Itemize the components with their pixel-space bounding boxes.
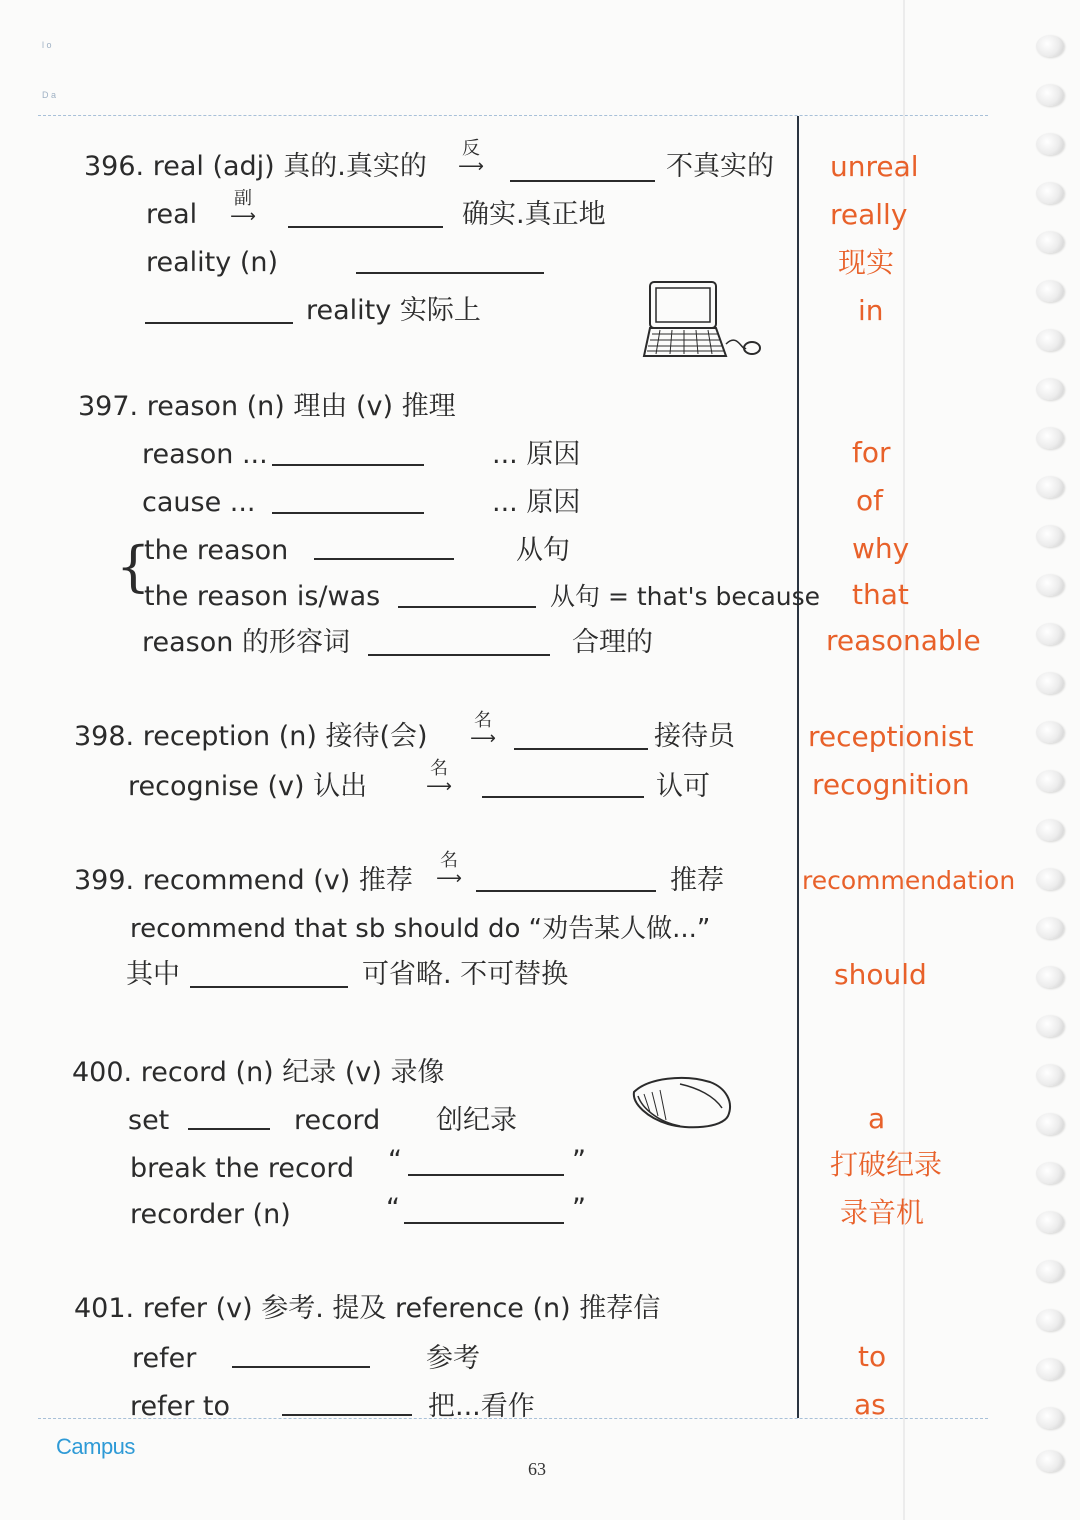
fill-blank[interactable] [514, 748, 648, 750]
right-arrow-glyph: ⟶ [230, 206, 256, 227]
entry-397-line6-tail: 合理的 [572, 627, 653, 658]
entry-401-line2-head: refer [132, 1343, 197, 1374]
entry-398-line1-tail: 接待员 [654, 721, 735, 752]
entry-396-line2-tail: 确实.真正地 [462, 199, 606, 230]
entry-401-line1: 401. refer (v) 参考. 提及 reference (n) 推荐信 [74, 1293, 661, 1324]
answer-398-1: receptionist [808, 720, 974, 753]
ring-icon [1036, 1211, 1064, 1233]
entry-396-line1-tail: 不真实的 [666, 151, 774, 182]
entry-399-line2: recommend that sb should do “劝告某人做...” [130, 914, 711, 944]
ring-icon [1036, 231, 1064, 253]
ring-icon [1036, 525, 1064, 547]
ring-icon [1036, 819, 1064, 841]
answer-396-3: 现实 [838, 246, 895, 279]
fill-blank[interactable] [272, 512, 424, 514]
ring-icon [1036, 1162, 1064, 1184]
brace-icon: { [116, 535, 151, 598]
right-arrow-glyph: ⟶ [458, 156, 484, 177]
fill-blank[interactable] [482, 796, 644, 798]
ring-icon [1036, 1358, 1064, 1380]
entry-397-line5-tail: 从句 = that's because [550, 582, 821, 611]
entry-397-line1: 397. reason (n) 理由 (v) 推理 [78, 391, 456, 422]
close-quote: ” [572, 1193, 586, 1224]
ring-icon [1036, 770, 1064, 792]
ring-icon [1036, 721, 1064, 743]
entry-398-line1-head: 398. reception (n) 接待(会) [74, 721, 428, 752]
fill-blank[interactable] [404, 1222, 564, 1224]
ring-icon [1036, 1407, 1064, 1429]
answer-401-2: as [854, 1388, 886, 1421]
fill-blank[interactable] [408, 1174, 564, 1176]
answer-399-2: should [834, 958, 927, 991]
fill-blank[interactable] [368, 654, 550, 656]
ring-icon [1036, 1015, 1064, 1037]
answer-397-4: that [852, 578, 909, 611]
entry-397-line2-head: reason ... [142, 439, 268, 470]
entry-397-line3-head: cause ... [142, 487, 256, 518]
entry-401-line3-tail: 把...看作 [428, 1391, 535, 1422]
ring-icon [1036, 1450, 1064, 1472]
entry-396-line2-head: real [146, 199, 198, 230]
ring-icon [1036, 182, 1064, 204]
arrow-icon [458, 712, 508, 748]
entry-400-line2-mid: record [294, 1105, 381, 1136]
entry-400-line1: 400. record (n) 纪录 (v) 录像 [72, 1057, 445, 1088]
answer-397-2: of [856, 484, 883, 517]
fill-blank[interactable] [188, 1128, 270, 1130]
ring-icon [1036, 868, 1064, 890]
fill-blank[interactable] [288, 226, 443, 228]
entry-397-line4-tail: 从句 [516, 535, 570, 566]
fill-blank[interactable] [476, 890, 656, 892]
entry-396-line4-tail: reality 实际上 [306, 295, 481, 326]
open-quote: “ [388, 1145, 402, 1176]
ring-icon [1036, 329, 1064, 351]
arrow-label: 名 [474, 710, 492, 731]
close-quote: ” [572, 1145, 586, 1176]
right-arrow-glyph: ⟶ [436, 868, 462, 889]
answer-column-divider [797, 116, 799, 1418]
entry-396-line1-head: 396. real (adj) 真的.真实的 [84, 151, 427, 182]
entry-401-line3-head: refer to [130, 1391, 231, 1422]
entry-400-line2-tail: 创纪录 [436, 1105, 517, 1136]
ring-icon [1036, 84, 1064, 106]
fill-blank[interactable] [398, 606, 536, 608]
ring-icon [1036, 1113, 1064, 1135]
fill-blank[interactable] [356, 272, 544, 274]
entry-396-line3-head: reality (n) [146, 247, 278, 278]
ring-icon [1036, 1260, 1064, 1282]
fill-blank[interactable] [282, 1414, 412, 1416]
arrow-icon [446, 140, 496, 176]
entry-399-line1-head: 399. recommend (v) 推荐 [74, 865, 413, 896]
entry-400-line3-head: break the record [130, 1153, 355, 1184]
entry-397-line3-tail: ... 原因 [492, 487, 581, 518]
arrow-label: 反 [462, 138, 480, 159]
answer-396-1: unreal [830, 150, 919, 183]
ring-icon [1036, 35, 1064, 57]
fill-blank[interactable] [314, 558, 454, 560]
entry-398-line2-head: recognise (v) 认出 [128, 771, 368, 802]
top-rule [38, 115, 988, 116]
answer-399-1: recommendation [802, 866, 1016, 895]
header-mark-1: l o [42, 40, 52, 50]
entry-400-line2-head: set [128, 1105, 170, 1136]
answer-400-1: a [868, 1102, 886, 1135]
ring-icon [1036, 427, 1064, 449]
arrow-icon [414, 760, 464, 796]
answer-401-1: to [858, 1340, 887, 1373]
brand-logo: Campus [56, 1434, 135, 1459]
ring-icon [1036, 378, 1064, 400]
arrow-icon [218, 190, 268, 226]
ring-icon [1036, 1309, 1064, 1331]
entry-401-line2-tail: 参考 [426, 1343, 480, 1374]
entry-399-line1-tail: 推荐 [670, 865, 724, 896]
ring-icon [1036, 966, 1064, 988]
laptop-icon [642, 278, 764, 364]
entry-397-line4-head: the reason [144, 535, 289, 566]
fill-blank[interactable] [272, 464, 424, 466]
page-number: 63 [528, 1459, 546, 1479]
entry-400-line4-head: recorder (n) [130, 1199, 291, 1230]
ring-icon [1036, 672, 1064, 694]
book-icon [628, 1072, 738, 1134]
answer-398-2: recognition [812, 768, 970, 801]
ring-icon [1036, 133, 1064, 155]
arrow-icon [424, 852, 474, 888]
spiral-binding [1036, 30, 1072, 1480]
answer-400-2: 打破纪录 [830, 1148, 943, 1181]
header-mark-2: D a [42, 90, 57, 100]
arrow-label: 副 [234, 188, 252, 209]
fill-blank[interactable] [510, 180, 655, 182]
answer-397-1: for [852, 436, 891, 469]
answer-397-5: reasonable [826, 624, 981, 657]
answer-396-2: really [830, 198, 908, 231]
answer-400-3: 录音机 [840, 1196, 925, 1229]
ring-icon [1036, 1064, 1064, 1086]
answer-397-3: why [852, 532, 910, 565]
fill-blank[interactable] [190, 986, 348, 988]
right-arrow-glyph: ⟶ [470, 728, 496, 749]
arrow-label: 名 [430, 758, 448, 779]
entry-397-line2-tail: ... 原因 [492, 439, 581, 470]
ring-icon [1036, 623, 1064, 645]
entry-397-line5-head: the reason is/was [144, 581, 381, 612]
ring-icon [1036, 280, 1064, 302]
fill-blank[interactable] [145, 322, 293, 324]
entry-397-line6-head: reason 的形容词 [142, 627, 350, 658]
ring-icon [1036, 574, 1064, 596]
entry-399-line3-head: 其中 [126, 959, 180, 990]
entry-399-line3-tail: 可省略. 不可替换 [362, 959, 569, 990]
entry-398-line2-tail: 认可 [656, 771, 710, 802]
open-quote: “ [386, 1193, 400, 1224]
ring-icon [1036, 476, 1064, 498]
right-arrow-glyph: ⟶ [426, 776, 452, 797]
fill-blank[interactable] [232, 1366, 370, 1368]
answer-396-4: in [858, 294, 884, 327]
arrow-label: 名 [440, 850, 458, 871]
ring-icon [1036, 917, 1064, 939]
